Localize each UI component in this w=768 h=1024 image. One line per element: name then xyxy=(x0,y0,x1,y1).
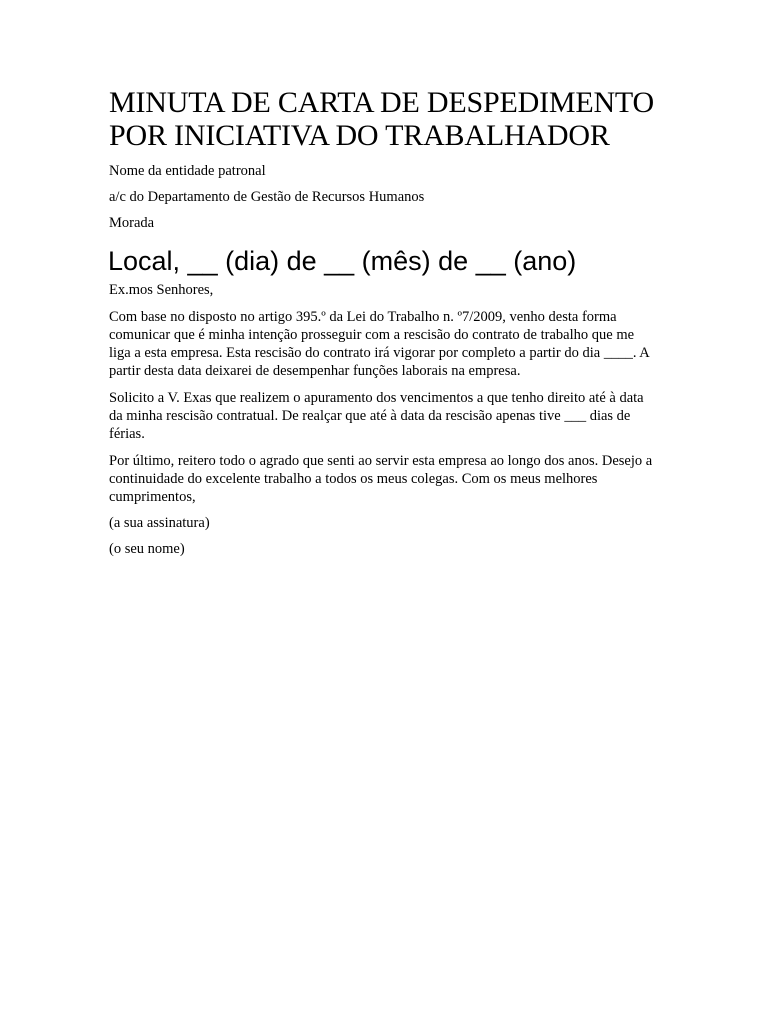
paragraph-closing: Por último, reitero todo o agrado que senti ao servir esta empresa ao longo dos anos. Desejo a continuidade do excelente trabalho a todos os meus colegas. Com os meus melhores cumprimentos, xyxy=(109,453,653,505)
salutation: Ex.mos Senhores, xyxy=(109,282,214,298)
date-line: Local, __ (dia) de __ (mês) de __ (ano) xyxy=(108,246,577,276)
paragraph-resignation: Com base no disposto no artigo 395.º da Lei do Trabalho n. º7/2009, venho desta forma comunicar que é minha intenção prosseguir com a rescisão do contrato de trabalho que me liga a esta empresa. Esta rescisão do contrato irá vigorar por completo a partir do dia ____. A partir desta data deixarei de desempenhar funções laborais na empresa. xyxy=(109,309,649,379)
recipient-department: a/c do Departamento de Gestão de Recursos Humanos xyxy=(109,189,425,205)
paragraph-salary-request: Solicito a V. Exas que realizem o apuramento dos vencimentos a que tenho direito até à data da minha rescisão contratual. De realçar que até à data da rescisão apenas tive ___ dias de férias. xyxy=(109,390,644,442)
letter-content xyxy=(109,86,669,567)
recipient-entity: Nome da entidade patronal xyxy=(109,163,266,179)
name-placeholder: (o seu nome) xyxy=(109,541,185,557)
signature-placeholder: (a sua assinatura) xyxy=(109,515,210,531)
recipient-address: Morada xyxy=(109,215,155,231)
document-title: MINUTA DE CARTA DE DESPEDIMENTO POR INICIATIVA DO TRABALHADOR xyxy=(109,86,654,152)
